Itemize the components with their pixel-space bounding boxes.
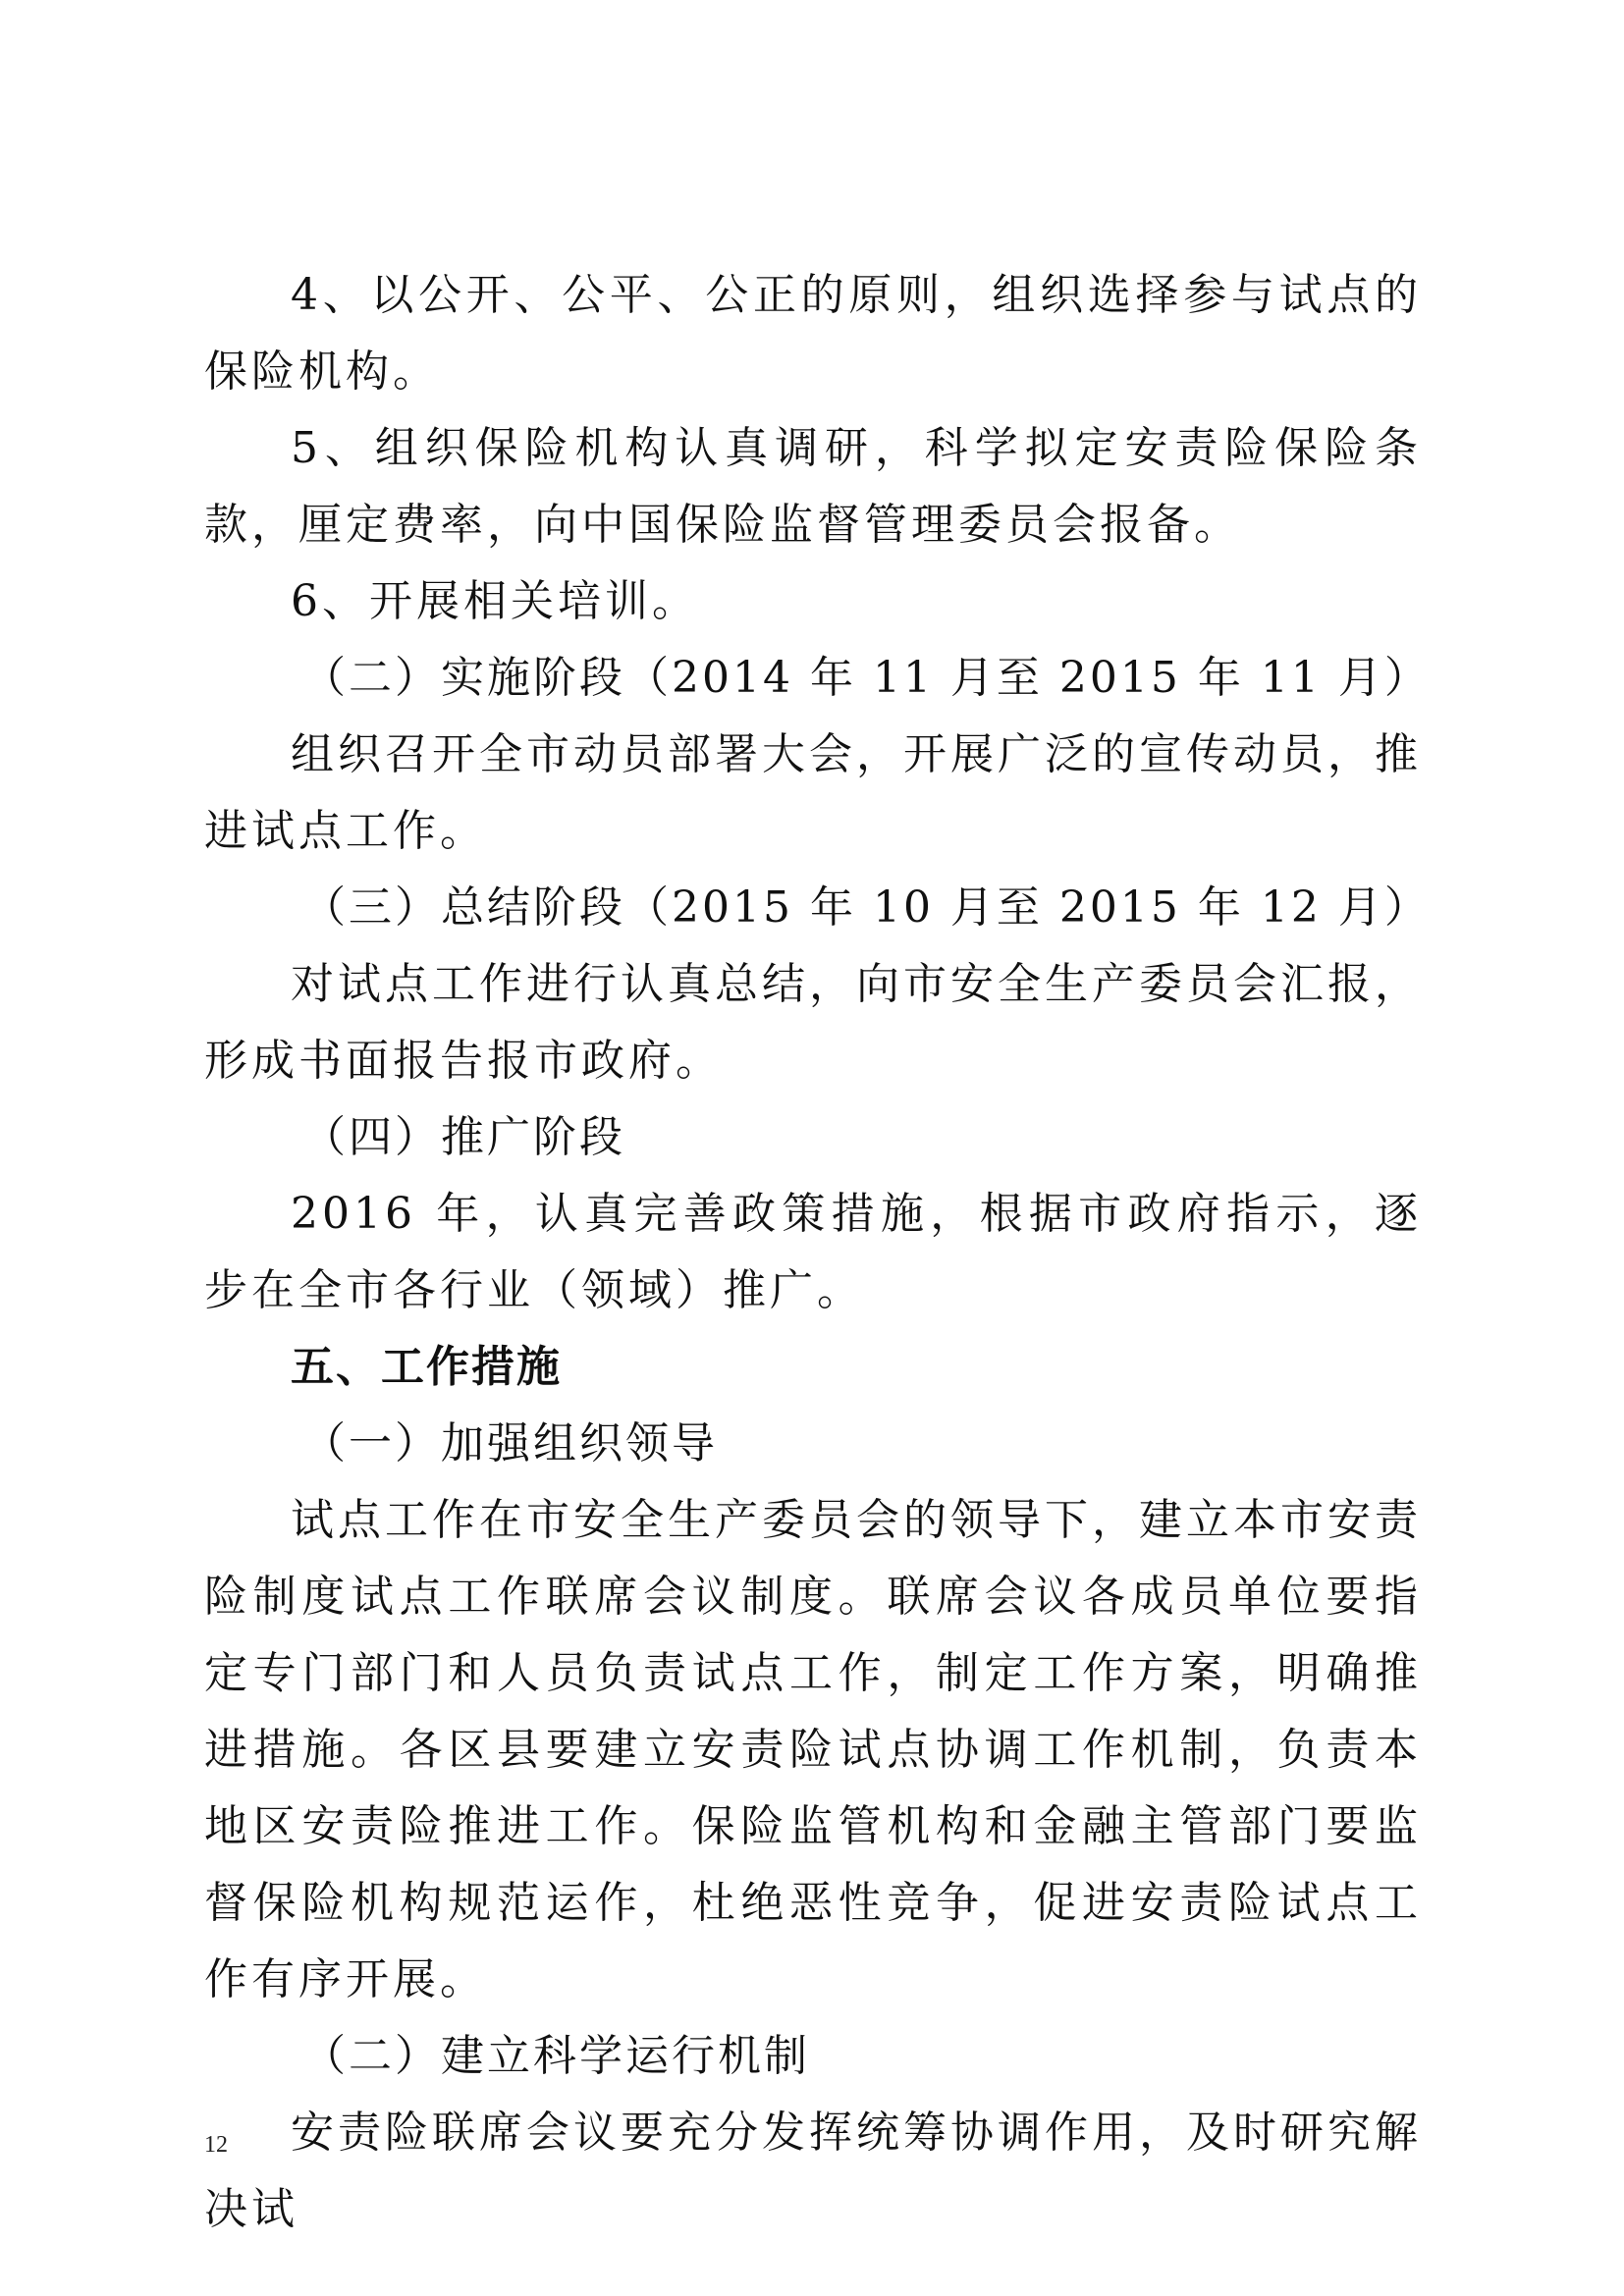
heading-summary-stage: （三）总结阶段（2015 年 10 月至 2015 年 12 月） — [302, 882, 1431, 933]
paragraph-promotion: 2016 年，认真完善政策措施，根据市政府指示，逐步在全市各行业（领域）推广。 — [204, 1189, 1422, 1315]
heading-strengthen-leadership: （一）加强组织领导 — [302, 1418, 718, 1468]
section-title-work-measures: 五、工作措施 — [291, 1342, 562, 1392]
paragraph-operating-mechanism: 安责险联席会议要充分发挥统筹协调作用，及时研究解决试 — [204, 2108, 1422, 2234]
heading-implementation-stage: （二）实施阶段（2014 年 11 月至 2015 年 11 月） — [302, 653, 1431, 703]
paragraph-step-4: 4、以公开、公平、公正的原则，组织选择参与试点的保险机构。 — [204, 270, 1422, 397]
heading-operating-mechanism: （二）建立科学运行机制 — [302, 2031, 810, 2081]
paragraph-summary: 对试点工作进行认真总结，向市安全生产委员会汇报，形成书面报告报市政府。 — [204, 959, 1422, 1086]
heading-promotion-stage: （四）推广阶段 — [302, 1112, 625, 1162]
paragraph-step-5: 5、组织保险机构认真调研，科学拟定安责险保险条款，厘定费率，向中国保险监督管理委员会报备。 — [204, 423, 1422, 550]
paragraph-step-6: 6、开展相关培训。 — [291, 576, 699, 626]
page-number: 12 — [204, 2132, 228, 2158]
paragraph-implementation: 组织召开全市动员部署大会，开展广泛的宣传动员，推进试点工作。 — [204, 729, 1422, 856]
paragraph-leadership: 试点工作在市安全生产委员会的领导下，建立本市安责险制度试点工作联席会议制度。联席会议各成员单位要指定专门部门和人员负责试点工作，制定工作方案，明确推进措施。各区县要建立安责险试点协调工作机制，负责本地区安责险推进工作。保险监管机构和金融主管部门要监督保险机构规范运作，杜绝恶性竞争，促进安责险试点工作有序开展。 — [204, 1495, 1422, 2004]
document-body — [204, 257, 1431, 2248]
